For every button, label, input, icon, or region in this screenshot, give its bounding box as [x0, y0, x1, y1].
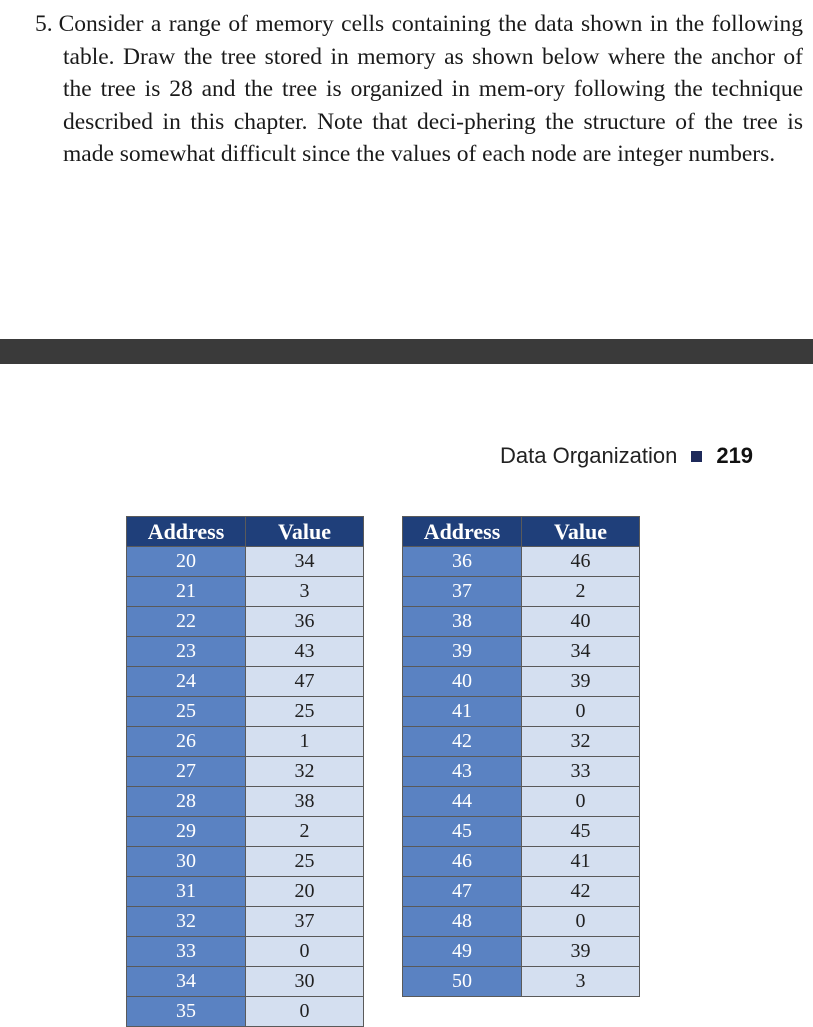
- address-cell: 43: [403, 757, 522, 787]
- table-row: [403, 547, 640, 577]
- address-cell: 42: [403, 727, 522, 757]
- table-row: [127, 937, 364, 967]
- address-cell: 23: [127, 637, 246, 667]
- table-row: [403, 937, 640, 967]
- table-header-row: [403, 517, 640, 547]
- address-cell: 46: [403, 847, 522, 877]
- value-cell: 38: [246, 787, 364, 817]
- table-row: [127, 967, 364, 997]
- table-row: [127, 577, 364, 607]
- value-column-header: Value: [246, 517, 364, 547]
- table-row: [403, 727, 640, 757]
- value-cell: 40: [522, 607, 640, 637]
- address-cell: 36: [403, 547, 522, 577]
- value-cell: 3: [522, 967, 640, 997]
- memory-table-right: [402, 516, 640, 997]
- address-cell: 41: [403, 697, 522, 727]
- address-cell: 25: [127, 697, 246, 727]
- table-row: [127, 637, 364, 667]
- address-cell: 39: [403, 637, 522, 667]
- value-cell: 0: [522, 907, 640, 937]
- running-head: [500, 440, 753, 472]
- table-row: [403, 907, 640, 937]
- address-cell: 27: [127, 757, 246, 787]
- value-cell: 34: [522, 637, 640, 667]
- address-cell: 21: [127, 577, 246, 607]
- address-cell: 32: [127, 907, 246, 937]
- page-divider-bar: [0, 339, 813, 364]
- table-header-row: [127, 517, 364, 547]
- value-cell: 0: [522, 697, 640, 727]
- value-cell: 39: [522, 937, 640, 967]
- address-column-header: Address: [403, 517, 522, 547]
- value-cell: 39: [522, 667, 640, 697]
- value-cell: 37: [246, 907, 364, 937]
- value-cell: 32: [246, 757, 364, 787]
- value-cell: 46: [522, 547, 640, 577]
- value-cell: 25: [246, 847, 364, 877]
- value-cell: 33: [522, 757, 640, 787]
- address-cell: 49: [403, 937, 522, 967]
- value-cell: 47: [246, 667, 364, 697]
- table-row: [127, 727, 364, 757]
- address-cell: 44: [403, 787, 522, 817]
- table-row: [127, 997, 364, 1027]
- table-row: [403, 967, 640, 997]
- value-cell: 1: [246, 727, 364, 757]
- address-cell: 47: [403, 877, 522, 907]
- address-column-header: Address: [127, 517, 246, 547]
- table-row: [127, 667, 364, 697]
- address-cell: 34: [127, 967, 246, 997]
- memory-table-left: [126, 516, 364, 1027]
- table-row: [403, 787, 640, 817]
- table-row: [403, 847, 640, 877]
- section-title: Data Organization: [500, 443, 678, 468]
- value-column-header: Value: [522, 517, 640, 547]
- value-cell: 45: [522, 817, 640, 847]
- table-row: [403, 697, 640, 727]
- table-row: [403, 877, 640, 907]
- table-row: [127, 697, 364, 727]
- address-cell: 35: [127, 997, 246, 1027]
- question-text: Consider a range of memory cells containing the data shown in the following table. Draw the tree stored in memory as shown below where the anchor of the tree is 28 and the tree is organized in mem-ory following the technique described in this chapter. Note that deci-phering the structure of the tree is made somewhat difficult since the values of each node are integer numbers.: [58, 11, 803, 167]
- square-icon: [691, 451, 702, 462]
- address-cell: 26: [127, 727, 246, 757]
- address-cell: 30: [127, 847, 246, 877]
- table-body: [403, 547, 640, 997]
- value-cell: 2: [246, 817, 364, 847]
- table-row: [403, 607, 640, 637]
- value-cell: 41: [522, 847, 640, 877]
- table-body: [127, 547, 364, 1027]
- value-cell: 43: [246, 637, 364, 667]
- table-row: [127, 547, 364, 577]
- value-cell: 32: [522, 727, 640, 757]
- address-cell: 28: [127, 787, 246, 817]
- table-row: [127, 847, 364, 877]
- value-cell: 25: [246, 697, 364, 727]
- value-cell: 0: [246, 937, 364, 967]
- address-cell: 22: [127, 607, 246, 637]
- value-cell: 34: [246, 547, 364, 577]
- question-paragraph: [35, 8, 803, 171]
- address-cell: 24: [127, 667, 246, 697]
- value-cell: 42: [522, 877, 640, 907]
- address-cell: 50: [403, 967, 522, 997]
- table-row: [127, 757, 364, 787]
- value-cell: 20: [246, 877, 364, 907]
- table-row: [127, 817, 364, 847]
- value-cell: 0: [522, 787, 640, 817]
- table-row: [127, 787, 364, 817]
- address-cell: 37: [403, 577, 522, 607]
- page-number: 219: [716, 443, 754, 468]
- table-row: [403, 577, 640, 607]
- address-cell: 29: [127, 817, 246, 847]
- address-cell: 31: [127, 877, 246, 907]
- table-row: [127, 877, 364, 907]
- address-cell: 48: [403, 907, 522, 937]
- table-row: [127, 607, 364, 637]
- value-cell: 36: [246, 607, 364, 637]
- address-cell: 38: [403, 607, 522, 637]
- address-cell: 40: [403, 667, 522, 697]
- table-row: [403, 817, 640, 847]
- table-row: [403, 637, 640, 667]
- address-cell: 20: [127, 547, 246, 577]
- address-cell: 45: [403, 817, 522, 847]
- table-row: [403, 667, 640, 697]
- question-number: 5.: [35, 11, 53, 37]
- value-cell: 3: [246, 577, 364, 607]
- table-row: [127, 907, 364, 937]
- table-row: [403, 757, 640, 787]
- address-cell: 33: [127, 937, 246, 967]
- value-cell: 0: [246, 997, 364, 1027]
- value-cell: 2: [522, 577, 640, 607]
- value-cell: 30: [246, 967, 364, 997]
